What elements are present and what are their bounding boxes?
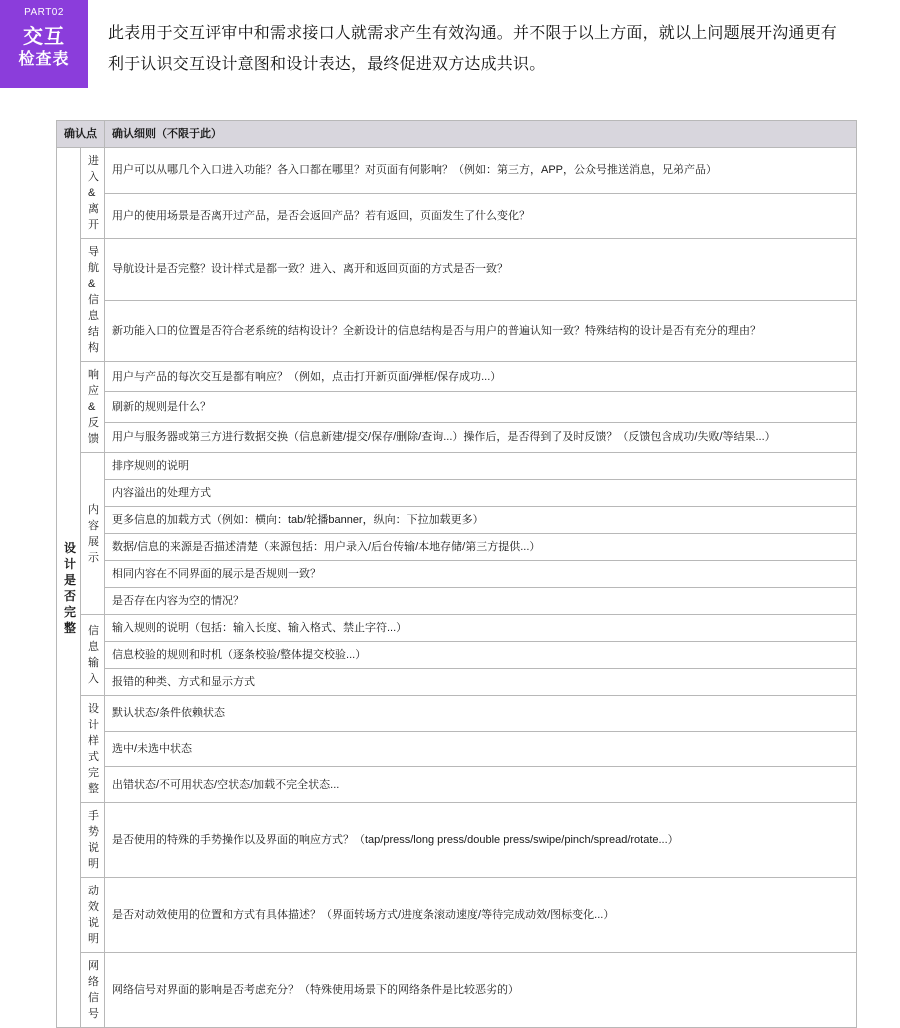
- subcategory-cell: 响应&反馈: [81, 362, 105, 453]
- subcategory-cell: 手势说明: [81, 803, 105, 878]
- badge-part-label: PART02: [24, 7, 64, 18]
- detail-cell: 选中/未选中状态: [105, 731, 857, 767]
- table-row: [57, 534, 857, 561]
- table-row: [57, 148, 857, 194]
- subcategory-cell: 信息输入: [81, 615, 105, 696]
- table-row: [57, 239, 857, 301]
- badge-title-line1: 交互: [23, 26, 65, 48]
- table-row: [57, 803, 857, 878]
- table-row: [57, 696, 857, 732]
- subcategory-cell: 进入&离开: [81, 148, 105, 239]
- detail-cell: 导航设计是否完整？设计样式是都一致？进入、离开和返回页面的方式是否一致？: [105, 239, 857, 301]
- detail-cell: 数据/信息的来源是否描述清楚（来源包括：用户录入/后台传输/本地存储/第三方提供...）: [105, 534, 857, 561]
- table-row: [57, 362, 857, 392]
- table-row: [57, 731, 857, 767]
- table-body: [57, 148, 857, 1028]
- detail-cell: 用户与服务器或第三方进行数据交换（信息新建/提交/保存/删除/查询...）操作后，是否得到了及时反馈？（反馈包含成功/失败/等结果...）: [105, 422, 857, 452]
- table-row: [57, 300, 857, 362]
- table-row: [57, 392, 857, 422]
- detail-cell: 用户与产品的每次交互是都有响应？（例如，点击打开新页面/弹框/保存成功...）: [105, 362, 857, 392]
- detail-cell: 新功能入口的位置是否符合老系统的结构设计？全新设计的信息结构是否与用户的普遍认知一致？特殊结构的设计是否有充分的理由？: [105, 300, 857, 362]
- checklist-table-wrapper: [56, 120, 856, 1028]
- detail-cell: 内容溢出的处理方式: [105, 480, 857, 507]
- subcategory-cell: 动效说明: [81, 878, 105, 953]
- detail-cell: 出错状态/不可用状态/空状态/加载不完全状态...: [105, 767, 857, 803]
- table-row: [57, 669, 857, 696]
- table-row: [57, 767, 857, 803]
- intro-paragraph: 此表用于交互评审中和需求接口人就需求产生有效沟通。并不限于以上方面，就以上问题展开沟通更有利于认识交互设计意图和设计表达，最终促进双方达成共识。: [108, 25, 838, 73]
- table-row: [57, 453, 857, 480]
- subcategory-cell: 内容展示: [81, 453, 105, 615]
- part-badge: [0, 0, 88, 88]
- detail-cell: 信息校验的规则和时机（逐条校验/整体提交校验...）: [105, 642, 857, 669]
- table-row: [57, 561, 857, 588]
- table-row: [57, 193, 857, 239]
- subcategory-cell: 网络信号: [81, 953, 105, 1028]
- detail-cell: 刷新的规则是什么？: [105, 392, 857, 422]
- detail-cell: 是否对动效使用的位置和方式有具体描述？（界面转场方式/进度条滚动速度/等待完成动效/图标变化...）: [105, 878, 857, 953]
- table-row: [57, 878, 857, 953]
- table-header-row: [57, 121, 857, 148]
- detail-cell: 网络信号对界面的影响是否考虑充分？（特殊使用场景下的网络条件是比较恶劣的）: [105, 953, 857, 1028]
- subcategory-cell: 设计样式完整: [81, 696, 105, 803]
- header-confirm-point: 确认点: [57, 121, 105, 148]
- detail-cell: 默认状态/条件依赖状态: [105, 696, 857, 732]
- detail-cell: 报错的种类、方式和显示方式: [105, 669, 857, 696]
- table-row: [57, 588, 857, 615]
- detail-cell: 用户的使用场景是否离开过产品，是否会返回产品？若有返回，页面发生了什么变化？: [105, 193, 857, 239]
- table-row: [57, 953, 857, 1028]
- table-row: [57, 422, 857, 452]
- category-cell: 设计是否完整: [57, 148, 81, 1028]
- table-row: [57, 480, 857, 507]
- checklist-table: [56, 120, 857, 1028]
- header-confirm-detail: 确认细则（不限于此）: [105, 121, 857, 148]
- table-head: [57, 121, 857, 148]
- subcategory-cell: 导航&信息结构: [81, 239, 105, 362]
- detail-cell: 排序规则的说明: [105, 453, 857, 480]
- detail-cell: 用户可以从哪几个入口进入功能？各入口都在哪里？对页面有何影响？（例如：第三方，APP，公众号推送消息，兄弟产品）: [105, 148, 857, 194]
- table-row: [57, 615, 857, 642]
- detail-cell: 更多信息的加载方式（例如：横向：tab/轮播banner，纵向：下拉加载更多）: [105, 507, 857, 534]
- badge-title-line2: 检查表: [18, 51, 70, 68]
- detail-cell: 是否存在内容为空的情况？: [105, 588, 857, 615]
- detail-cell: 输入规则的说明（包括：输入长度、输入格式、禁止字符...）: [105, 615, 857, 642]
- table-row: [57, 507, 857, 534]
- detail-cell: 是否使用的特殊的手势操作以及界面的响应方式？（tap/press/long press/double press/swipe/pinch/spread/rotate...）: [105, 803, 857, 878]
- table-row: [57, 642, 857, 669]
- detail-cell: 相同内容在不同界面的展示是否规则一致？: [105, 561, 857, 588]
